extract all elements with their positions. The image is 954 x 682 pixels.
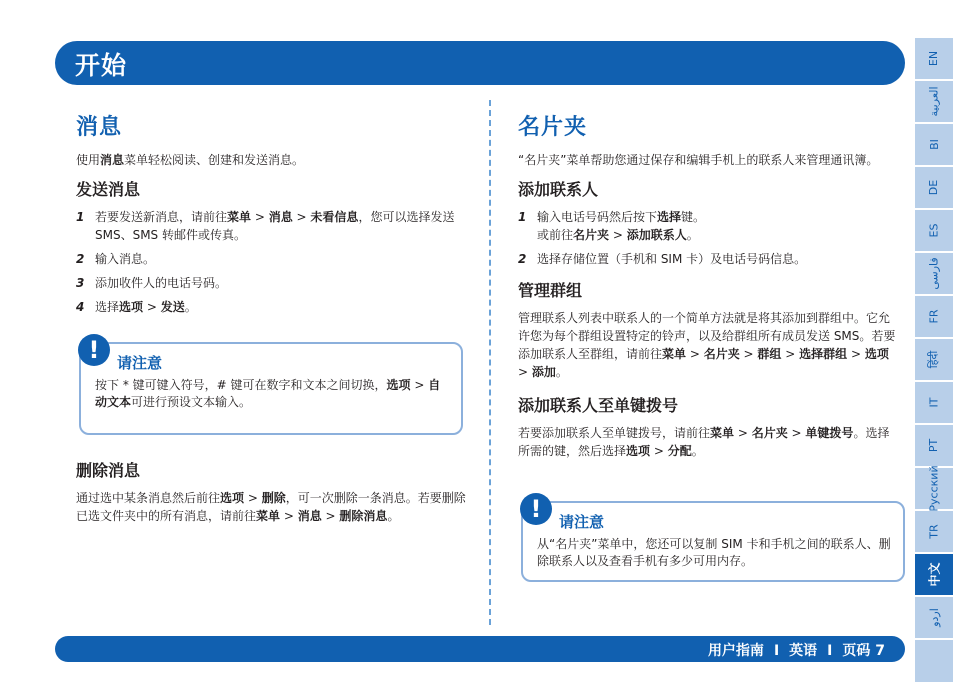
contacts-intro: “名片夹”菜单帮助您通过保存和编辑手机上的联系人来管理通讯簿。 bbox=[518, 153, 879, 167]
add-contact-steps bbox=[518, 208, 898, 268]
messages-intro: 使用消息菜单轻松阅读、创建和发送消息。 bbox=[76, 153, 305, 167]
lang-tab-zh[interactable] bbox=[915, 554, 953, 595]
exclamation-icon: ! bbox=[520, 493, 552, 525]
note-text: 从“名片夹”菜单中，您还可以复制 SIM 卡和手机之间的联系人、删除联系人以及查看手机有多少可用内存。 bbox=[537, 537, 891, 568]
lang-tab-label: العربية bbox=[927, 86, 941, 117]
lang-tab-de[interactable] bbox=[915, 167, 953, 208]
lang-tab-label: DE bbox=[927, 179, 941, 196]
lang-tab-pt[interactable] bbox=[915, 425, 953, 466]
delete-message-text: 通过选中某条消息然后前往选项 > 删除，可一次删除一条消息。若要删除已选文件夹中的所有消息，请前往菜单 > 消息 > 删除消息。 bbox=[76, 491, 466, 523]
page-number: 页码 7 bbox=[842, 643, 885, 659]
messages-note-box bbox=[79, 336, 463, 435]
list-item: 4 选择选项 > 发送。 bbox=[76, 300, 197, 314]
lang-tab-empty bbox=[915, 640, 953, 682]
note-title: 请注意 bbox=[117, 354, 163, 372]
messages-column bbox=[76, 110, 468, 322]
lang-tab-label: ES bbox=[927, 223, 941, 238]
lang-tab-label: EN bbox=[927, 50, 941, 67]
lang-tab-tr[interactable] bbox=[915, 511, 953, 552]
lang-tab-label: IT bbox=[927, 397, 941, 408]
note-text: 按下 * 键可键入符号，# 键可在数字和文本之间切换，选项 > 自动文本可进行预设文本输入。 bbox=[95, 378, 441, 409]
manage-groups-text: 管理联系人列表中联系人的一个简单方法就是将其添加到群组中。它允许您为每个群组设置特定的铃声，以及给群组所有成员发送 SMS。若要添加联系人至群组，请前往菜单 > 名片夹 > 群组 > 选择群组 > 选项 > 添加。 bbox=[518, 311, 896, 379]
lang-tab-fr[interactable] bbox=[915, 296, 953, 337]
page-footer bbox=[55, 636, 905, 662]
lang-tab-label: 中文 bbox=[927, 562, 942, 587]
lang-tab-label: اردو bbox=[927, 608, 941, 627]
lang-tab-label: BI bbox=[927, 139, 941, 150]
lang-tab-label: FR bbox=[927, 309, 941, 324]
contacts-title: 名片夹 bbox=[518, 115, 588, 140]
delete-message-section bbox=[76, 458, 468, 533]
page-header bbox=[55, 41, 905, 85]
lang-tab-label: فارسی bbox=[927, 257, 941, 290]
lang-tab-bi[interactable] bbox=[915, 124, 953, 165]
lang-tab-label: हिंदी bbox=[927, 350, 941, 369]
column-divider bbox=[489, 100, 491, 625]
lang-tab-en[interactable] bbox=[915, 38, 953, 79]
contacts-note-box bbox=[521, 495, 905, 582]
lang-tab-es[interactable] bbox=[915, 210, 953, 251]
language-tabs bbox=[915, 38, 954, 682]
send-steps bbox=[76, 208, 468, 316]
list-item: 3 添加收件人的电话号码。 bbox=[76, 276, 228, 290]
add-contact-heading: 添加联系人 bbox=[518, 180, 599, 199]
list-item: 1 输入电话号码然后按下选择键。 或前往名片夹 > 添加联系人。 bbox=[518, 210, 706, 242]
manage-groups-heading: 管理群组 bbox=[518, 281, 583, 300]
lang-tab-ru[interactable] bbox=[915, 465, 953, 512]
lang-tab-label: Русский bbox=[927, 465, 941, 512]
exclamation-icon: ! bbox=[78, 334, 110, 366]
lang-tab-ar[interactable] bbox=[915, 81, 953, 122]
lang-tab-label: PT bbox=[927, 438, 941, 453]
footer-text: 用户指南 I 英语 I 页码 7 bbox=[707, 643, 885, 659]
lang-tab-ur[interactable] bbox=[915, 597, 953, 638]
lang-tab-it[interactable] bbox=[915, 382, 953, 423]
page-title: 开始 bbox=[75, 51, 128, 80]
contacts-column bbox=[518, 110, 898, 468]
lang-tab-label: TR bbox=[927, 524, 941, 539]
lang-tab-fa[interactable] bbox=[915, 253, 953, 294]
delete-message-heading: 删除消息 bbox=[76, 461, 141, 480]
list-item: 1 若要发送新消息，请前往菜单 > 消息 > 未看信息，您可以选择发送 SMS、SMS 转邮件或传真。 bbox=[76, 210, 455, 242]
speed-dial-heading: 添加联系人至单键拨号 bbox=[518, 396, 679, 415]
messages-title: 消息 bbox=[76, 115, 123, 140]
note-title: 请注意 bbox=[559, 513, 605, 531]
speed-dial-text: 若要添加联系人至单键拨号，请前往菜单 > 名片夹 > 单键拨号。选择所需的键，然后选择选项 > 分配。 bbox=[518, 426, 890, 458]
list-item: 2 输入消息。 bbox=[76, 252, 156, 266]
list-item: 2 选择存储位置（手机和 SIM 卡）及电话号码信息。 bbox=[518, 252, 807, 266]
send-message-heading: 发送消息 bbox=[76, 180, 141, 199]
lang-tab-hi[interactable] bbox=[915, 339, 953, 380]
